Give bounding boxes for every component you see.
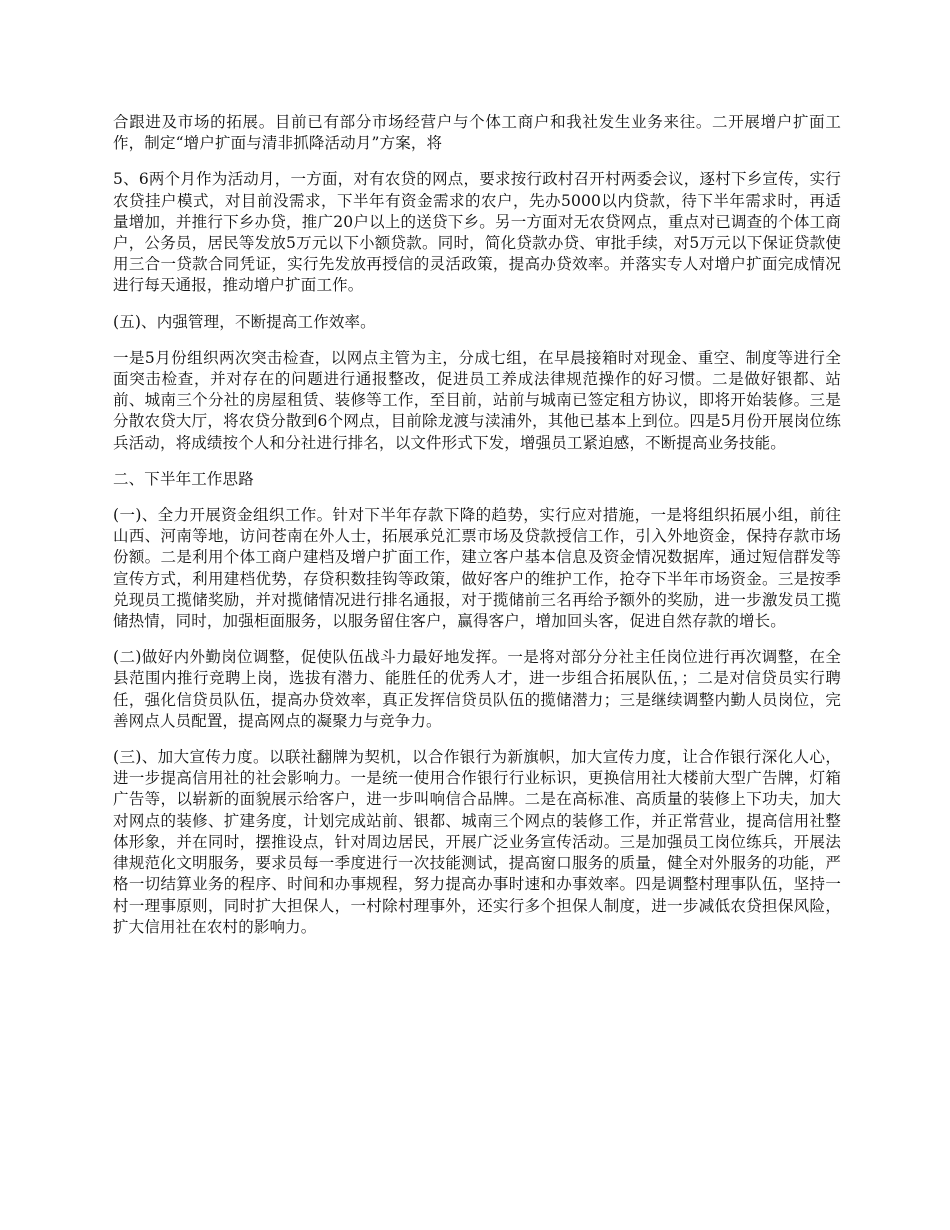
paragraph-activity-month: 5、6两个月作为活动月，一方面，对有农贷的网点，要求按行政村召开村两委会议，逐村下乡宣传，实行农贷挂户模式，对目前没需求，下半年有资金需求的农户，先办5000以内贷款，待下半年需求时，再适量增加，并推行下乡办贷，推广20户以上的送贷下乡。另一方面对无农贷网点，重点对已调查的个体工商户，公务员，居民等发放5万元以下小额贷款。同时，简化贷款办贷、审批手续，对5万元以下保证贷款使用三合一贷款合同凭证，实行先发放再授信的灵活政策，提高办贷效率。并落实专人对增户扩面完成情况进行每天通报，推动增户扩面工作。 bbox=[113, 170, 841, 295]
paragraph-internal-management: 一是5月份组织两次突击检查，以网点主管为主，分成七组，在早晨接箱时对现金、重空、制度等进行全面突击检查，并对存在的问题进行通报整改，促进员工养成法律规范操作的好习惯。二是做好银都、站前、城南三个分社的房屋租赁、装修等工作，至目前，站前与城南已签定租方协议，即将开始装修。三是分散农贷大厅，将农贷分散到6个网点，目前除龙渡与渎浦外，其他已基本上到位。四是5月份开展岗位练兵活动，将成绩按个人和分社进行排名，以文件形式下发，增强员工紧迫感，不断提高业务技能。 bbox=[113, 348, 841, 452]
paragraph-market-expansion: 合跟进及市场的拓展。目前已有部分市场经营户与个体工商户和我社发生业务来往。二开展增户扩面工作，制定“增户扩面与清非抓降活动月”方案，将 bbox=[113, 113, 841, 153]
paragraph-publicity: (三)、加大宣传力度。以联社翻牌为契机，以合作银行为新旗帜，加大宣传力度，让合作银行深化人心，进一步提高信用社的社会影响力。一是统一使用合作银行行业标识，更换信用社大楼前大型广告牌，灯箱广告等，以崭新的面貌展示给客户，进一步叫响信合品牌。二是在高标准、高质量的装修上下功夫，加大对网点的装修、扩建务度，计划完成站前、银都、城南三个网点的装修工作，并正常营业，提高信用社整体形象，并在同时，摆推设点，针对周边居民，开展广泛业务宣传活动。三是加强员工岗位练兵，开展法律规范化文明服务，要求员每一季度进行一次技能测试，提高窗口服务的质量，健全对外服务的功能，严格一切结算业务的程序、时间和办事规程，努力提高办事时速和办事效率。四是调整村理事队伍，坚持一村一理事原则，同时扩大担保人，一村除村理事外，还实行多个担保人制度，进一步减低农贷担保风险，扩大信用社在农村的影响力。 bbox=[113, 748, 841, 936]
section-heading-internal-management: (五)、内强管理，不断提高工作效率。 bbox=[113, 312, 376, 331]
section-heading-second-half-plan: 二、下半年工作思路 bbox=[113, 469, 254, 488]
paragraph-funds-organization: (一)、全力开展资金组织工作。针对下半年存款下降的趋势，实行应对措施，一是将组织拓展小组，前往山西、河南等地，访问苍南在外人士，拓展承兑汇票市场及贷款授信工作，引入外地资金，保持存款市场份额。二是利用个体工商户建档及增户扩面工作，建立客户基本信息及资金情况数据库，通过短信群发等宣传方式，利用建档优势，存贷积数挂钩等政策，做好客户的维护工作，抢夺下半年市场资金。三是按季兑现员工揽储奖励，并对揽储情况进行排名通报，对于揽储前三名再给予额外的奖励，进一步激发员工揽储热情，同时，加强柜面服务，以服务留住客户，赢得客户，增加回头客，促进自然存款的增长。 bbox=[113, 506, 841, 631]
paragraph-staff-adjustment: (二)做好内外勤岗位调整，促使队伍战斗力最好地发挥。一是将对部分分社主任岗位进行再次调整，在全县范围内推行竞聘上岗，选拔有潜力、能胜任的优秀人才，进一步组合拓展队伍，；二是对信贷员实行聘任，强化信贷员队伍，提高办贷效率，真正发挥信贷员队伍的揽储潜力；三是继续调整内勤人员岗位，完善网点人员配置，提高网点的凝聚力与竞争力。 bbox=[113, 648, 841, 730]
document-page bbox=[113, 112, 841, 953]
